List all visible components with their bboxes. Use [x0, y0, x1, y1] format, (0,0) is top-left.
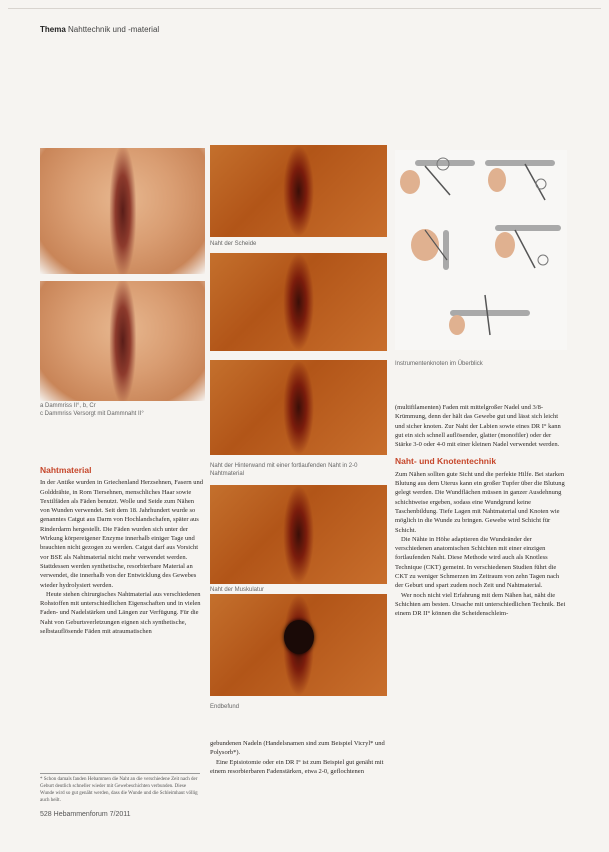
instr-caption: Instrumentenknoten im Überblick — [395, 361, 483, 367]
render-caption: a Dammriss II°, b, Cr c Dammriss Versorgt mit Dammnaht II° — [40, 403, 144, 417]
right-paragraph-1: (multifilamenten) Faden mit mittelgroßer Nadel und 3/8-Krümmung, denn der hält das Gewebe gut und lässt sich leicht und sicher knoten. Zur Naht der Labien sowie eines DR I° kann gut ein sich schnell auflösender, glatter (monofiler) oder der Stärke 3-0 oder 4-0 mit einer kleinen Nadel verwendet werden. — [395, 404, 561, 449]
knot-steps-svg — [395, 150, 567, 350]
photo-muskulatur — [210, 485, 387, 584]
right-paragraph-3: Die Nähte in Höhe adaptieren die Wundränder der verschiedenen anatomischen Schichten mit einer einzigen fortlaufenden Naht. Diese Methode wird auch als Knotless Technique (CKT) gemeint. In verschiedenen Studien führt die CKT zu weniger Schmerzen im Zeitraum von zehn Tagen nach der Geburt und spart zudem noch Zeit und Nahtmaterial. — [395, 535, 560, 590]
section-label: Thema — [40, 25, 66, 34]
heading-knotentechnik: Naht- und Knotentechnik — [395, 456, 497, 467]
section-topic: Nahttechnik und -material — [68, 25, 160, 34]
knot-step-5 — [449, 295, 530, 335]
right-column — [395, 403, 567, 619]
footnote: * Schon damals fanden Hebammen die Naht an die verschiedene Zeit nach der Geburt deutlich schneller wieder mit Gewebeschichten verbunden. Diese Wunde wird so gut genäht werden, dass die Wunde und die Schleimhaut völlig auch heilt. — [40, 773, 200, 804]
photo4-caption: Endbefund — [210, 704, 240, 710]
middle-column — [210, 739, 387, 776]
render-figure-a — [40, 148, 205, 274]
photo3-caption: Naht der Muskulatur — [210, 587, 265, 593]
right-paragraph-2: Zum Nähen sollten gute Sicht und die perfekte Hilfe. Bei starken Blutung aus dem Uterus kann ein großer Tupfer über die Blutung gelegt werden. Die Wundflächen müssen in ganzer Ausdehnung schichtweise ergeben, sodass eine Wundgrund keine Taschenbildung. Tiefe Lagen mit Nahtmaterial und Knoten wie möglich in die Wunde zu bringen. Gewebe wird Schicht für Schicht. — [395, 470, 565, 534]
journal-name: Hebammenforum 7/2011 — [53, 811, 131, 818]
left-paragraph-2: Heute stehen chirurgisches Nahtmaterial aus verschiedenen Rohstoffen mit unterschiedlichen Eigenschaften und in vielen Faden- und Nadelstärken und Längen zur Verfügung. Für die Naht von Geburtsverletzungen eignen sich synthetische, selbstauflösende Fäden mit atraumatischen — [40, 590, 201, 636]
right-paragraph-4: Wer noch nicht viel Erfahrung mit dem Nähen hat, näht die Schichten am besten. Ursache mit unterschiedlichen Technik. Bei einem DR II° können die Scheidenschleim- — [395, 591, 566, 618]
left-column — [40, 466, 205, 636]
render-figure-b — [40, 281, 205, 401]
photo-scheide — [210, 145, 387, 237]
photo-hinterwand-a — [210, 253, 387, 351]
running-header — [40, 25, 159, 34]
knot-illustrations — [395, 150, 567, 350]
knot-step-4 — [495, 225, 561, 268]
photo1-caption: Naht der Scheide — [210, 241, 257, 247]
photo-endbefund — [210, 594, 387, 696]
knot-step-2 — [485, 160, 555, 200]
page-number: 528 — [40, 811, 52, 818]
knot-step-3 — [411, 229, 449, 270]
top-rule — [8, 8, 601, 9]
left-paragraph-1: In der Antike wurden in Griechenland Herzsehnen, Fasern und Golddrähte, in Rom Tiersehnen, menschliches Haar sowie Textilfäden als Fäden benutzt. Wolle und Seide zum Nähen von Wunden verwendet. Seit dem 18. Jahrhundert wurde so genanntes Catgut aus Darm von Hochlandschafen, später aus Rinderdarm hergestellt. Die Fäden wurden sich unter der Wirkung körpereigener Enzyme innerhalb einiger Tage und brauchten nicht gezogen zu werden. Catgut darf aus Vorsicht vor BSE als Nahtmaterial nicht mehr verwendet werden. Stattdessen werden synthetische, resorbierbare Material an verwendet, die innerhalb von der Entwicklung des Gewebes wieder hydrolysiert werden. — [40, 479, 203, 589]
knot-step-1 — [400, 158, 475, 195]
page-footer — [40, 811, 131, 818]
photo-hinterwand-b — [210, 360, 387, 455]
photo2-caption: Naht der Hinterwand mit einer fortlaufenden Naht in 2-0 Nahtmaterial — [210, 463, 358, 477]
heading-nahtmaterial: Nahtmaterial — [40, 465, 92, 475]
middle-paragraph-2: Eine Episiotomie oder ein DR I° ist zum Beispiel gut genäht mit einem resorbierbaren Fadenstärken, etwa 2-0, geflochtenen — [210, 758, 384, 775]
middle-paragraph-1: gebundenen Nadeln (Handelsnamen sind zum Beispiel Vicryl* und Polysorb*). — [210, 740, 385, 757]
